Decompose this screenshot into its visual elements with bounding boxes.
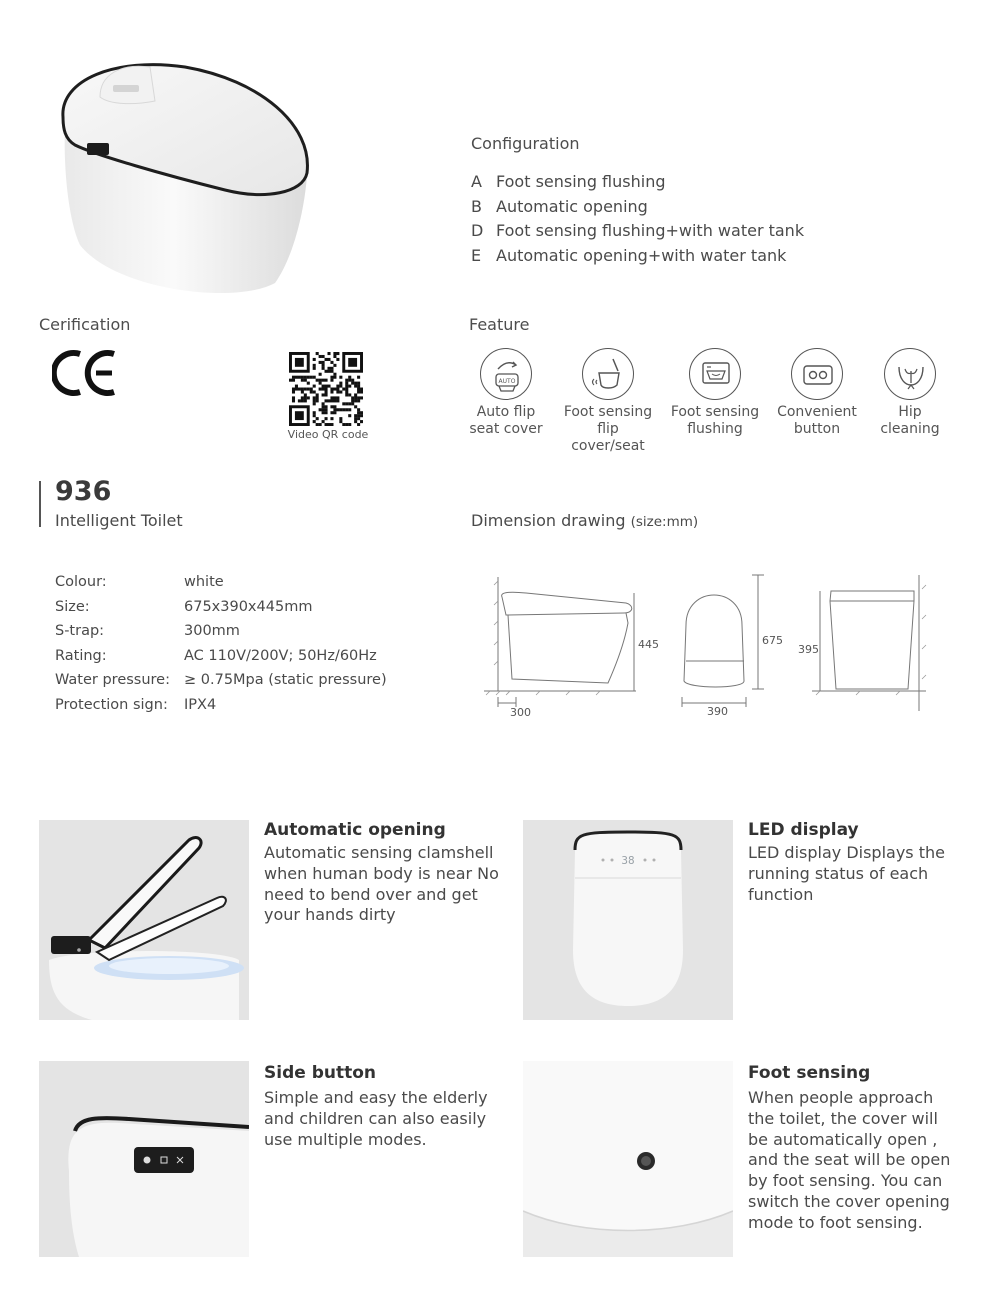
config-text: Automatic opening+with water tank [496, 245, 787, 265]
spec-value: ≥ 0.75Mpa (static pressure) [184, 672, 387, 688]
auto-flip-icon [480, 348, 532, 400]
feature-foot-flushing [667, 348, 763, 438]
feature-detail-title: Automatic opening [264, 820, 446, 840]
model-name: Intelligent Toilet [55, 511, 183, 530]
config-letter: A [471, 172, 482, 191]
model-number: 936 [55, 476, 112, 507]
spec-key: Protection sign: [55, 696, 168, 713]
spec-key: S-trap: [55, 623, 105, 639]
feature-auto-flip [458, 348, 554, 438]
certification-title: Cerification [39, 315, 131, 334]
qr-code-icon[interactable] [289, 352, 363, 426]
spec-value: white [184, 574, 224, 590]
configuration-list [471, 170, 804, 268]
spec-key: Water pressure: [55, 672, 170, 688]
photo-automatic-opening [39, 820, 249, 1020]
feature-hip-cleaning [862, 348, 958, 438]
config-text: Foot sensing flushing [496, 172, 666, 191]
spec-key: Size: [55, 598, 90, 615]
button-icon [791, 348, 843, 400]
dim-label-trap: 300 [510, 706, 531, 719]
spec-value: 300mm [184, 623, 240, 639]
config-item [471, 219, 804, 244]
hero-product-image [55, 55, 320, 300]
spec-value: 675x390x445mm [184, 598, 313, 615]
config-letter: B [471, 196, 482, 216]
dim-label-width: 390 [707, 705, 728, 718]
spec-key: Colour: [55, 574, 107, 590]
spec-key: Rating: [55, 647, 107, 664]
feature-detail-title: Foot sensing [748, 1063, 871, 1083]
dim-label-length: 675 [762, 634, 783, 647]
feature-detail-text: When people approach the toilet, the cover will be automatically open , and the seat will be open by foot sensing. You can switch the cover opening mode to foot sensing. [748, 1088, 951, 1232]
ce-mark-icon [52, 348, 118, 398]
feature-label: Convenient button [777, 404, 857, 437]
led-readout: 38 [621, 854, 635, 867]
dimension-title: Dimension drawing (size:mm) [471, 511, 699, 530]
dim-label-height: 445 [638, 638, 659, 651]
model-accent-bar [39, 481, 41, 527]
feature-detail-text: Automatic sensing clamshell when human body is near No need to bend over and get your hands dirty [264, 843, 499, 925]
hip-cleaning-icon [884, 348, 936, 400]
photo-side-button [39, 1061, 249, 1257]
feature-detail-title: LED display [748, 820, 859, 840]
qr-caption: Video QR code [287, 428, 369, 441]
flushing-icon [689, 348, 741, 400]
feature-detail-text: Simple and easy the elderly and children can also easily use multiple modes. [264, 1088, 488, 1149]
foot-sensing-icon [582, 348, 634, 400]
config-letter: E [471, 245, 482, 265]
spec-value: AC 110V/200V; 50Hz/60Hz [184, 647, 377, 664]
feature-convenient-button [769, 348, 865, 438]
config-item [471, 195, 804, 220]
configuration-title: Configuration [471, 134, 580, 153]
photo-led-display [523, 820, 733, 1020]
feature-detail-text: LED display Displays the running status of each function [748, 843, 945, 904]
auto-icon-text: AUTO [498, 378, 516, 385]
feature-label: Hip cleaning [880, 404, 940, 437]
config-text: Automatic opening [496, 196, 648, 216]
feature-foot-sensing-flip [560, 348, 656, 455]
dimension-drawing [476, 565, 946, 725]
feature-label: Foot sensing flip cover/seat [563, 404, 653, 454]
feature-title: Feature [469, 315, 530, 334]
feature-label: Foot sensing flushing [670, 404, 760, 437]
config-item [471, 244, 804, 269]
feature-detail-title: Side button [264, 1063, 376, 1083]
photo-foot-sensing [523, 1061, 733, 1257]
config-text: Foot sensing flushing+with water tank [496, 221, 805, 240]
spec-value: IPX4 [184, 696, 217, 713]
config-letter: D [471, 221, 484, 240]
feature-label: Auto flip seat cover [469, 404, 543, 437]
config-item [471, 170, 804, 195]
dim-label-tank-height: 395 [798, 643, 819, 656]
